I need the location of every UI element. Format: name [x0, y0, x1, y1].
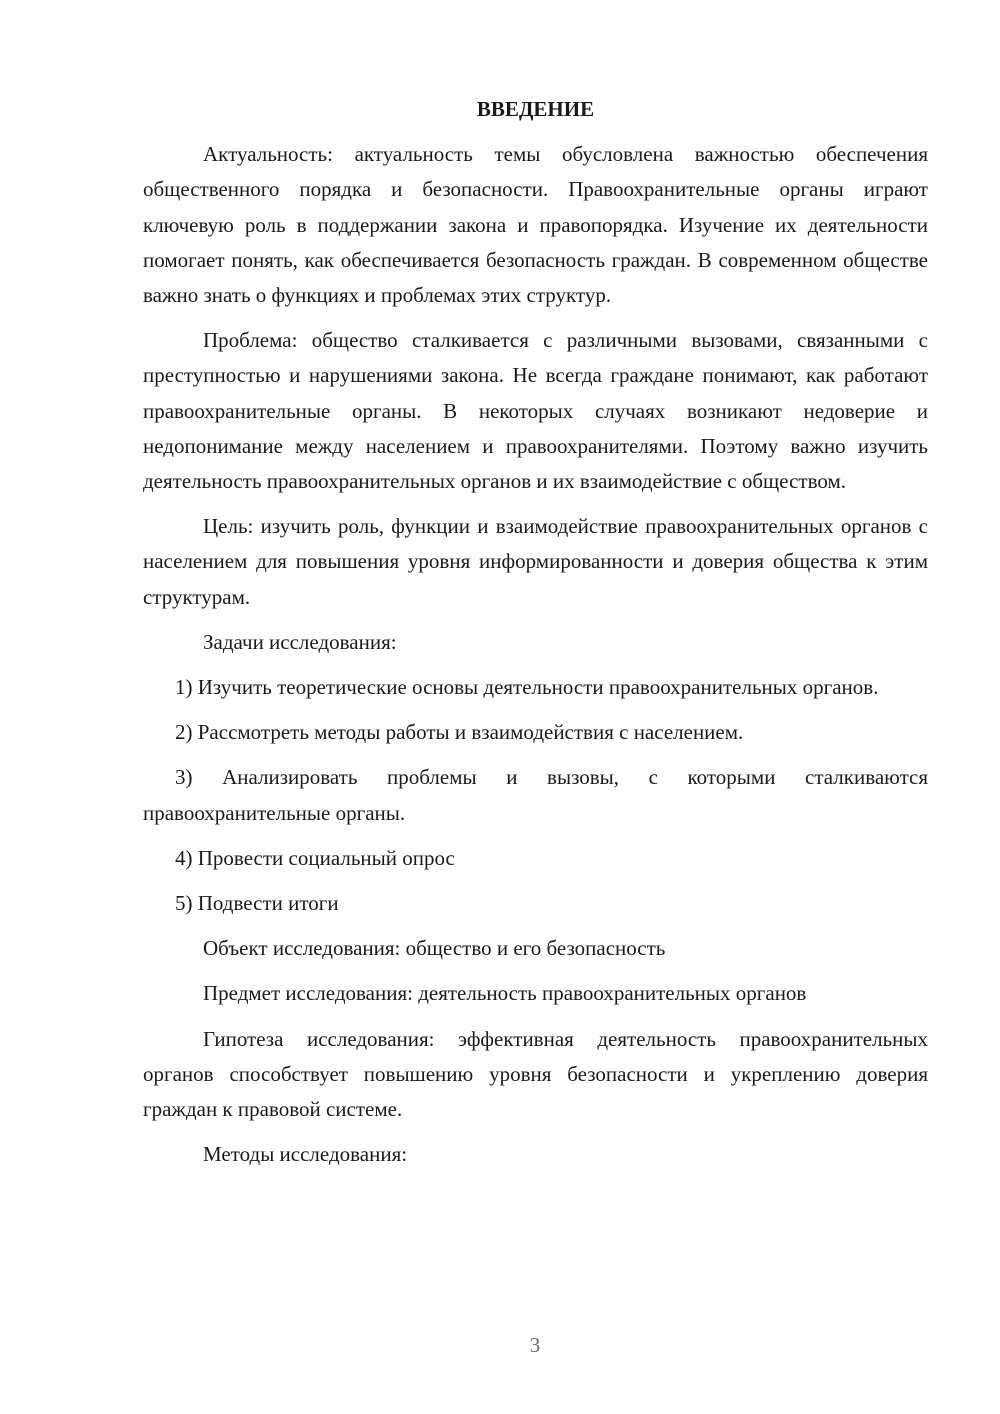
task-item-4: 4) Провести социальный опрос: [175, 845, 455, 870]
page-number: 3: [529, 1333, 541, 1357]
paragraph-object: Объект исследования: общество и его безопасность: [203, 936, 666, 961]
task-item-3: 3) Анализировать проблемы и вызовы, с которыми сталкиваются правоохранительные органы.: [143, 765, 928, 825]
paragraph-methods: Методы исследования:: [203, 1142, 408, 1167]
paragraph-hypothesis: Гипотеза исследования: эффективная деятельность правоохранительных органов способствует повышению уровня безопасности и укреплению доверия граждан к правовой системе.: [143, 1026, 928, 1122]
task-item-1: 1) Изучить теоретические основы деятельности правоохранительных органов.: [175, 675, 879, 700]
task-item-2: 2) Рассмотреть методы работы и взаимодействия с населением.: [175, 720, 744, 745]
paragraph-tasks-heading: Задачи исследования:: [203, 629, 397, 654]
paragraph-goal: Цель: изучить роль, функции и взаимодействие правоохранительных органов с населением для повышения уровня информированности и доверия общества к этим структурам.: [143, 514, 928, 609]
paragraph-subject: Предмет исследования: деятельность правоохранительных органов: [203, 981, 807, 1006]
paragraph-problem: Проблема: общество сталкивается с различными вызовами, связанными с преступностью и нарушениями закона. Не всегда граждане понимают, как работают правоохранительные органы. В некоторых случаях возникают недоверие и недопонимание между населением и правоохранителями. Поэтому важно изучить деятельность правоохранительных органов и их взаимодействие с обществом.: [143, 328, 928, 494]
task-item-5: 5) Подвести итоги: [175, 891, 339, 916]
document-page: [143, 92, 928, 1182]
paragraph-relevance: Актуальность: актуальность темы обусловлена важностью обеспечения общественного порядка и безопасности. Правоохранительные органы играют ключевую роль в поддержании закона и правопорядка. Изучение их деятельности помогает понять, как обеспечивается безопасность граждан. В современном обществе важно знать о функциях и проблемах этих структур.: [143, 142, 928, 308]
page-title: ВВЕДЕНИЕ: [476, 97, 595, 121]
